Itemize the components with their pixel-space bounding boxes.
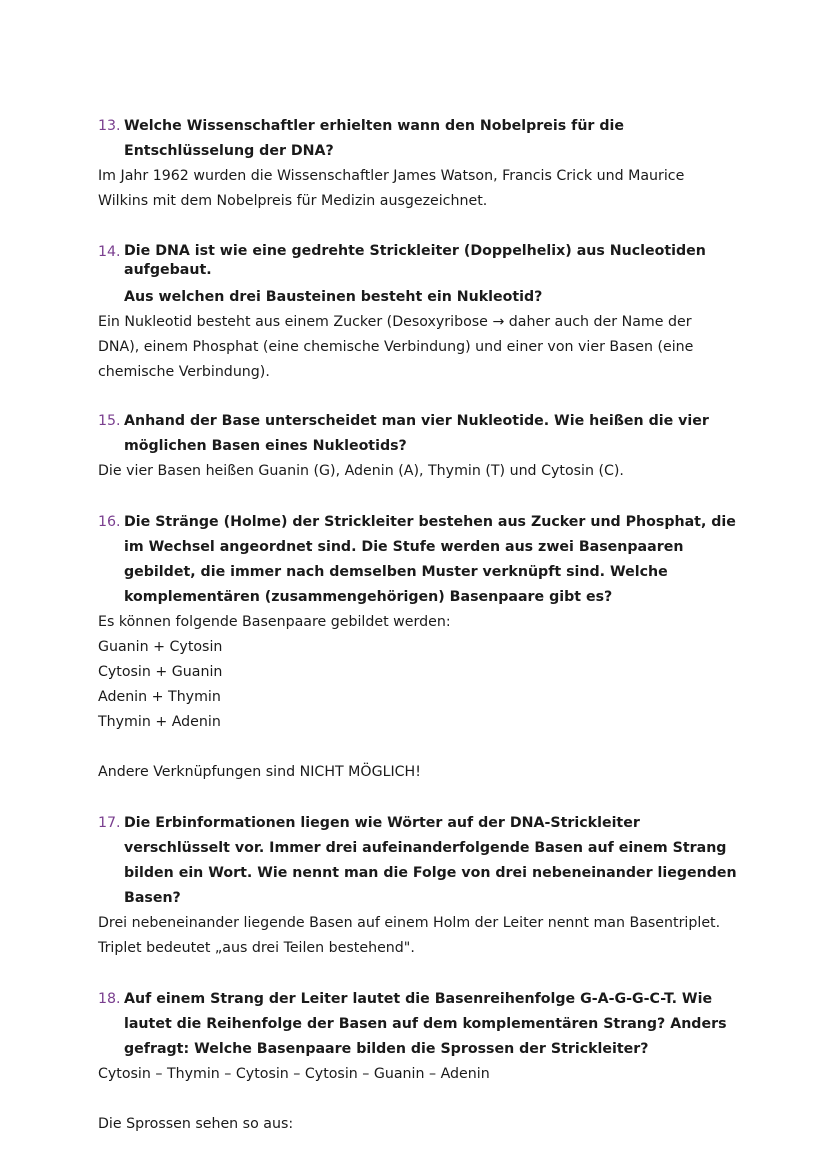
question-line: Entschlüsselung der DNA?	[124, 143, 334, 159]
answer-line: Ein Nukleotid besteht aus einem Zucker (Desoxyribose → daher auch der Name der	[98, 314, 692, 330]
answer-line: Die Sprossen sehen so aus:	[98, 1116, 294, 1132]
question-13	[0, 114, 828, 164]
blank-line	[98, 735, 728, 760]
answer-line: Im Jahr 1962 wurden die Wissenschaftler James Watson, Francis Crick und Maurice	[98, 168, 685, 184]
question-line: lautet die Reihenfolge der Basen auf dem komplementären Strang? Anders	[124, 1016, 727, 1032]
question-number: 16.	[98, 514, 121, 530]
base-pair-line: Cytosin + Guanin	[98, 664, 223, 680]
base-pair-line: Adenin + Thymin	[98, 689, 221, 705]
question-16	[0, 510, 828, 610]
question-line: komplementären (zusammengehörigen) Basenpaare gibt es?	[124, 589, 613, 605]
question-number: 18.	[98, 991, 121, 1007]
blank-line	[98, 1087, 728, 1112]
answer-line: chemische Verbindung).	[98, 364, 270, 380]
question-line: Die Erbinformationen liegen wie Wörter auf der DNA-Strickleiter	[124, 815, 640, 831]
question-line: Welche Wissenschaftler erhielten wann den Nobelpreis für die	[124, 118, 625, 134]
question-line: Auf einem Strang der Leiter lautet die Basenreihenfolge G-A-G-G-C-T. Wie	[124, 991, 713, 1007]
answer-line: Es können folgende Basenpaare gebildet werden:	[98, 614, 451, 630]
question-block-18	[0, 987, 828, 1137]
question-line: Anhand der Base unterscheidet man vier Nukleotide. Wie heißen die vier	[124, 413, 709, 429]
question-line: Die Stränge (Holme) der Strickleiter bestehen aus Zucker und Phosphat, die	[124, 514, 736, 530]
answer-18	[0, 1062, 828, 1137]
question-18	[0, 987, 828, 1062]
answer-16	[0, 610, 828, 785]
question-line: Aus welchen drei Bausteinen besteht ein Nukleotid?	[124, 289, 543, 305]
question-17	[0, 811, 828, 911]
question-number: 13.	[98, 118, 121, 134]
answer-13	[0, 164, 828, 214]
question-line: bilden ein Wort. Wie nennt man die Folge von drei nebeneinander liegenden	[124, 865, 737, 881]
answer-17	[0, 911, 828, 961]
question-line: gebildet, die immer nach demselben Muster verknüpft sind. Welche	[124, 564, 668, 580]
question-block-14	[0, 240, 828, 385]
question-block-13	[0, 114, 828, 214]
question-number: 15.	[98, 413, 121, 429]
question-15	[0, 409, 828, 459]
question-line: gefragt: Welche Basenpaare bilden die Sprossen der Strickleiter?	[124, 1041, 649, 1057]
question-line: im Wechsel angeordnet sind. Die Stufe werden aus zwei Basenpaaren	[124, 539, 684, 555]
question-line: aufgebaut.	[124, 262, 212, 278]
question-line: möglichen Basen eines Nukleotids?	[124, 438, 407, 454]
answer-line: Cytosin – Thymin – Cytosin – Cytosin – Guanin – Adenin	[98, 1066, 490, 1082]
answer-line: Drei nebeneinander liegende Basen auf einem Holm der Leiter nennt man Basentriplet.	[98, 915, 721, 931]
question-line: Basen?	[124, 890, 181, 906]
question-block-15	[0, 409, 828, 484]
question-block-16	[0, 510, 828, 785]
answer-14	[0, 310, 828, 385]
question-number: 14.	[98, 244, 121, 260]
answer-line: Wilkins mit dem Nobelpreis für Medizin ausgezeichnet.	[98, 193, 488, 209]
base-pair-line: Guanin + Cytosin	[98, 639, 223, 655]
base-pair-line: Thymin + Adenin	[98, 714, 221, 730]
answer-15	[0, 459, 828, 484]
question-block-17	[0, 811, 828, 961]
question-line: verschlüsselt vor. Immer drei aufeinanderfolgende Basen auf einem Strang	[124, 840, 727, 856]
answer-line: DNA), einem Phosphat (eine chemische Verbindung) und einer von vier Basen (eine	[98, 339, 694, 355]
answer-line: Die vier Basen heißen Guanin (G), Adenin (A), Thymin (T) und Cytosin (C).	[98, 463, 624, 479]
answer-line: Andere Verknüpfungen sind NICHT MÖGLICH!	[98, 764, 421, 780]
question-number: 17.	[98, 815, 121, 831]
question-line: Die DNA ist wie eine gedrehte Strickleiter (Doppelhelix) aus Nucleotiden	[124, 243, 706, 259]
answer-line: Triplet bedeutet „aus drei Teilen bestehend".	[98, 940, 415, 956]
question-14	[0, 240, 828, 310]
